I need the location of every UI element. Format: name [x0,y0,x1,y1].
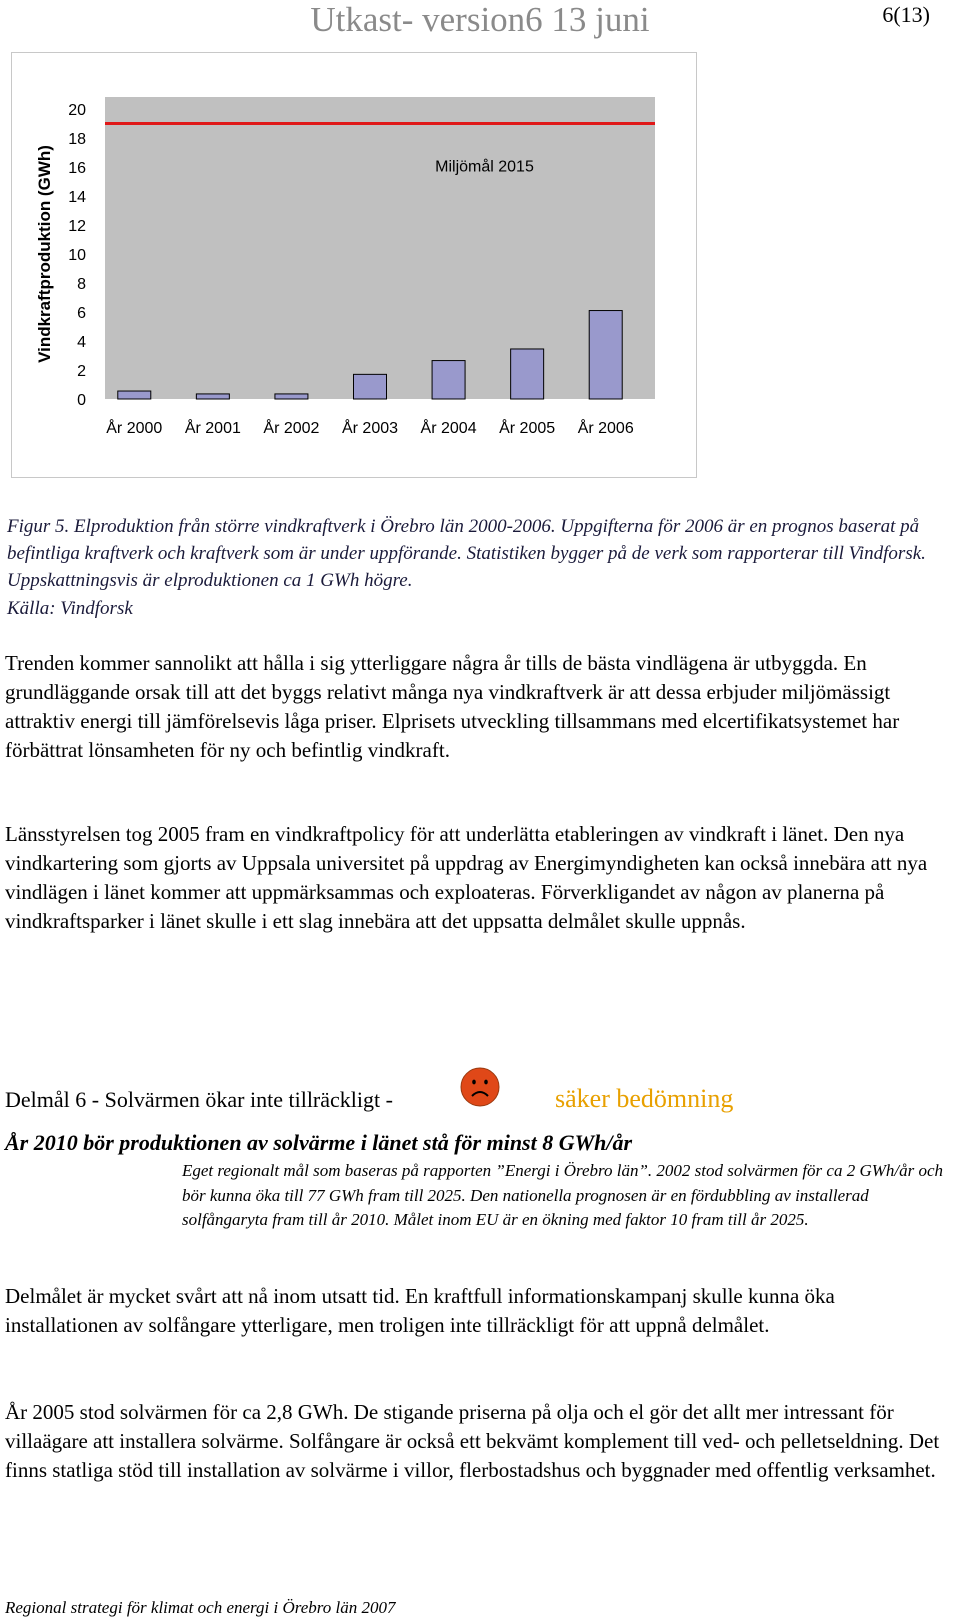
x-tick-label-6: År 2006 [577,420,634,437]
y-tick-label-9: 18 [68,131,86,148]
paragraph-policy: Länsstyrelsen tog 2005 fram en vindkraftpolicy för att underlätta etableringen av vindkraft i länet. Den nya vindkartering som gjorts av Uppsala universitet på uppdrag av Energimyndigheten kan också innebära att nya vindlägen i länet kommer att uppmärksammas och exploateras. Förverkligandet av någon av planerna på vindkraftsparker i länet skulle i ett slag innebära att det uppsatta delmålet skulle uppnås. [5,822,928,933]
y-tick-label-6: 12 [68,218,86,235]
assessment-label: säker bedömning [555,1084,734,1113]
chart-canvas [12,53,696,477]
figure-source: Källa: Vindforsk [7,598,133,619]
figure-label: Figur 5. [7,516,70,537]
y-tick-label-0: 0 [77,392,86,409]
bar-3 [354,374,387,399]
page-number: 6(13) [882,2,930,27]
bar-0 [118,391,151,399]
target-label: Miljömål 2015 [435,158,534,176]
y-tick-label-7: 14 [68,189,86,206]
y-tick-label-5: 10 [68,247,86,264]
plot-area [105,97,655,399]
y-tick-label-8: 16 [68,160,86,177]
x-tick-label-2: År 2002 [263,420,320,437]
x-tick-label-4: År 2004 [420,420,477,437]
document-draft-title: Utkast- version6 13 juni [310,0,650,39]
paragraph-trend: Trenden kommer sannolikt att hålla i sig ytterliggare några år tills de bästa vindlägena är utbyggda. En grundläggande orsak till att det byggs relativt många nya vindkraftverk är att dessa erbjuder miljömässigt attraktiv energi till jämförelsevis låga priser. Elprisets utveckling tillsammans med elcertifikatsystemet har förbättrat lönsamheten för ny och befintlig vindkraft. [5,651,900,762]
paragraph-difficulty: Delmålet är mycket svårt att nå inom utsatt tid. En kraftfull informationskampanj skulle kunna öka installationen av solfångare ytterligare, men troligen inte tillräckligt för att uppnå delmålet. [5,1284,835,1337]
page-footer: Regional strategi för klimat och energi i Örebro län 2007 [5,1598,396,1617]
y-axis-label: Vindkraftproduktion (GWh) [35,145,54,363]
y-tick-label-1: 2 [77,363,86,380]
goal-heading: År 2010 bör produktionen av solvärme i länet stå för minst 8 GWh/år [5,1130,633,1155]
bar-2 [275,394,308,399]
goal-note: Eget regionalt mål som baseras på rapporten ”Energi i Örebro län”. 2002 stod solvärmen för ca 2 GWh/år och bör kunna öka till 77 GWh fram till 2025. Den nationella prognosen är en fördubbling av installerad solfångaryta fram till år 2010. Målet inom EU är en ökning med faktor 10 fram till år 2025. [182,1161,944,1229]
bar-6 [589,311,622,399]
delmal-6-heading: Delmål 6 - Solvärmen ökar inte tillräckligt - [5,1087,393,1112]
x-tick-label-0: År 2000 [106,420,163,437]
paragraph-solar-2005: År 2005 stod solvärmen för ca 2,8 GWh. De stigande priserna på olja och el gör det allt mer intressant för villaägare att installera solvärme. Solfångare är också ett bekvämt komplement till ved- och pelletseldning. Det finns statliga stöd till installation av solvärme i villor, flerbostadshus och byggnader med offentlig verksamhet. [5,1400,940,1482]
x-tick-label-1: År 2001 [184,420,241,437]
x-tick-label-3: År 2003 [341,420,399,437]
figure-caption-text: Elproduktion från större vindkraftverk i Örebro län 2000-2006. Uppgifterna för 2006 är en prognos baserat på befintliga kraftverk och kraftverk som är under uppförande. Statistiken bygger på de verk som rapporterar till Vindforsk. Uppskattningsvis är elproduktionen ca 1 GWh högre. [7,516,926,591]
y-tick-label-4: 8 [77,276,86,293]
y-tick-label-10: 20 [68,102,86,119]
sad-face-icon [460,1067,500,1112]
figure-caption [7,513,947,594]
y-tick-label-2: 4 [77,334,86,351]
bar-4 [432,361,465,399]
wind-production-chart [11,52,697,478]
bar-5 [511,349,544,399]
bar-1 [196,394,229,399]
x-tick-label-5: År 2005 [499,420,556,437]
y-tick-label-3: 6 [77,305,86,322]
